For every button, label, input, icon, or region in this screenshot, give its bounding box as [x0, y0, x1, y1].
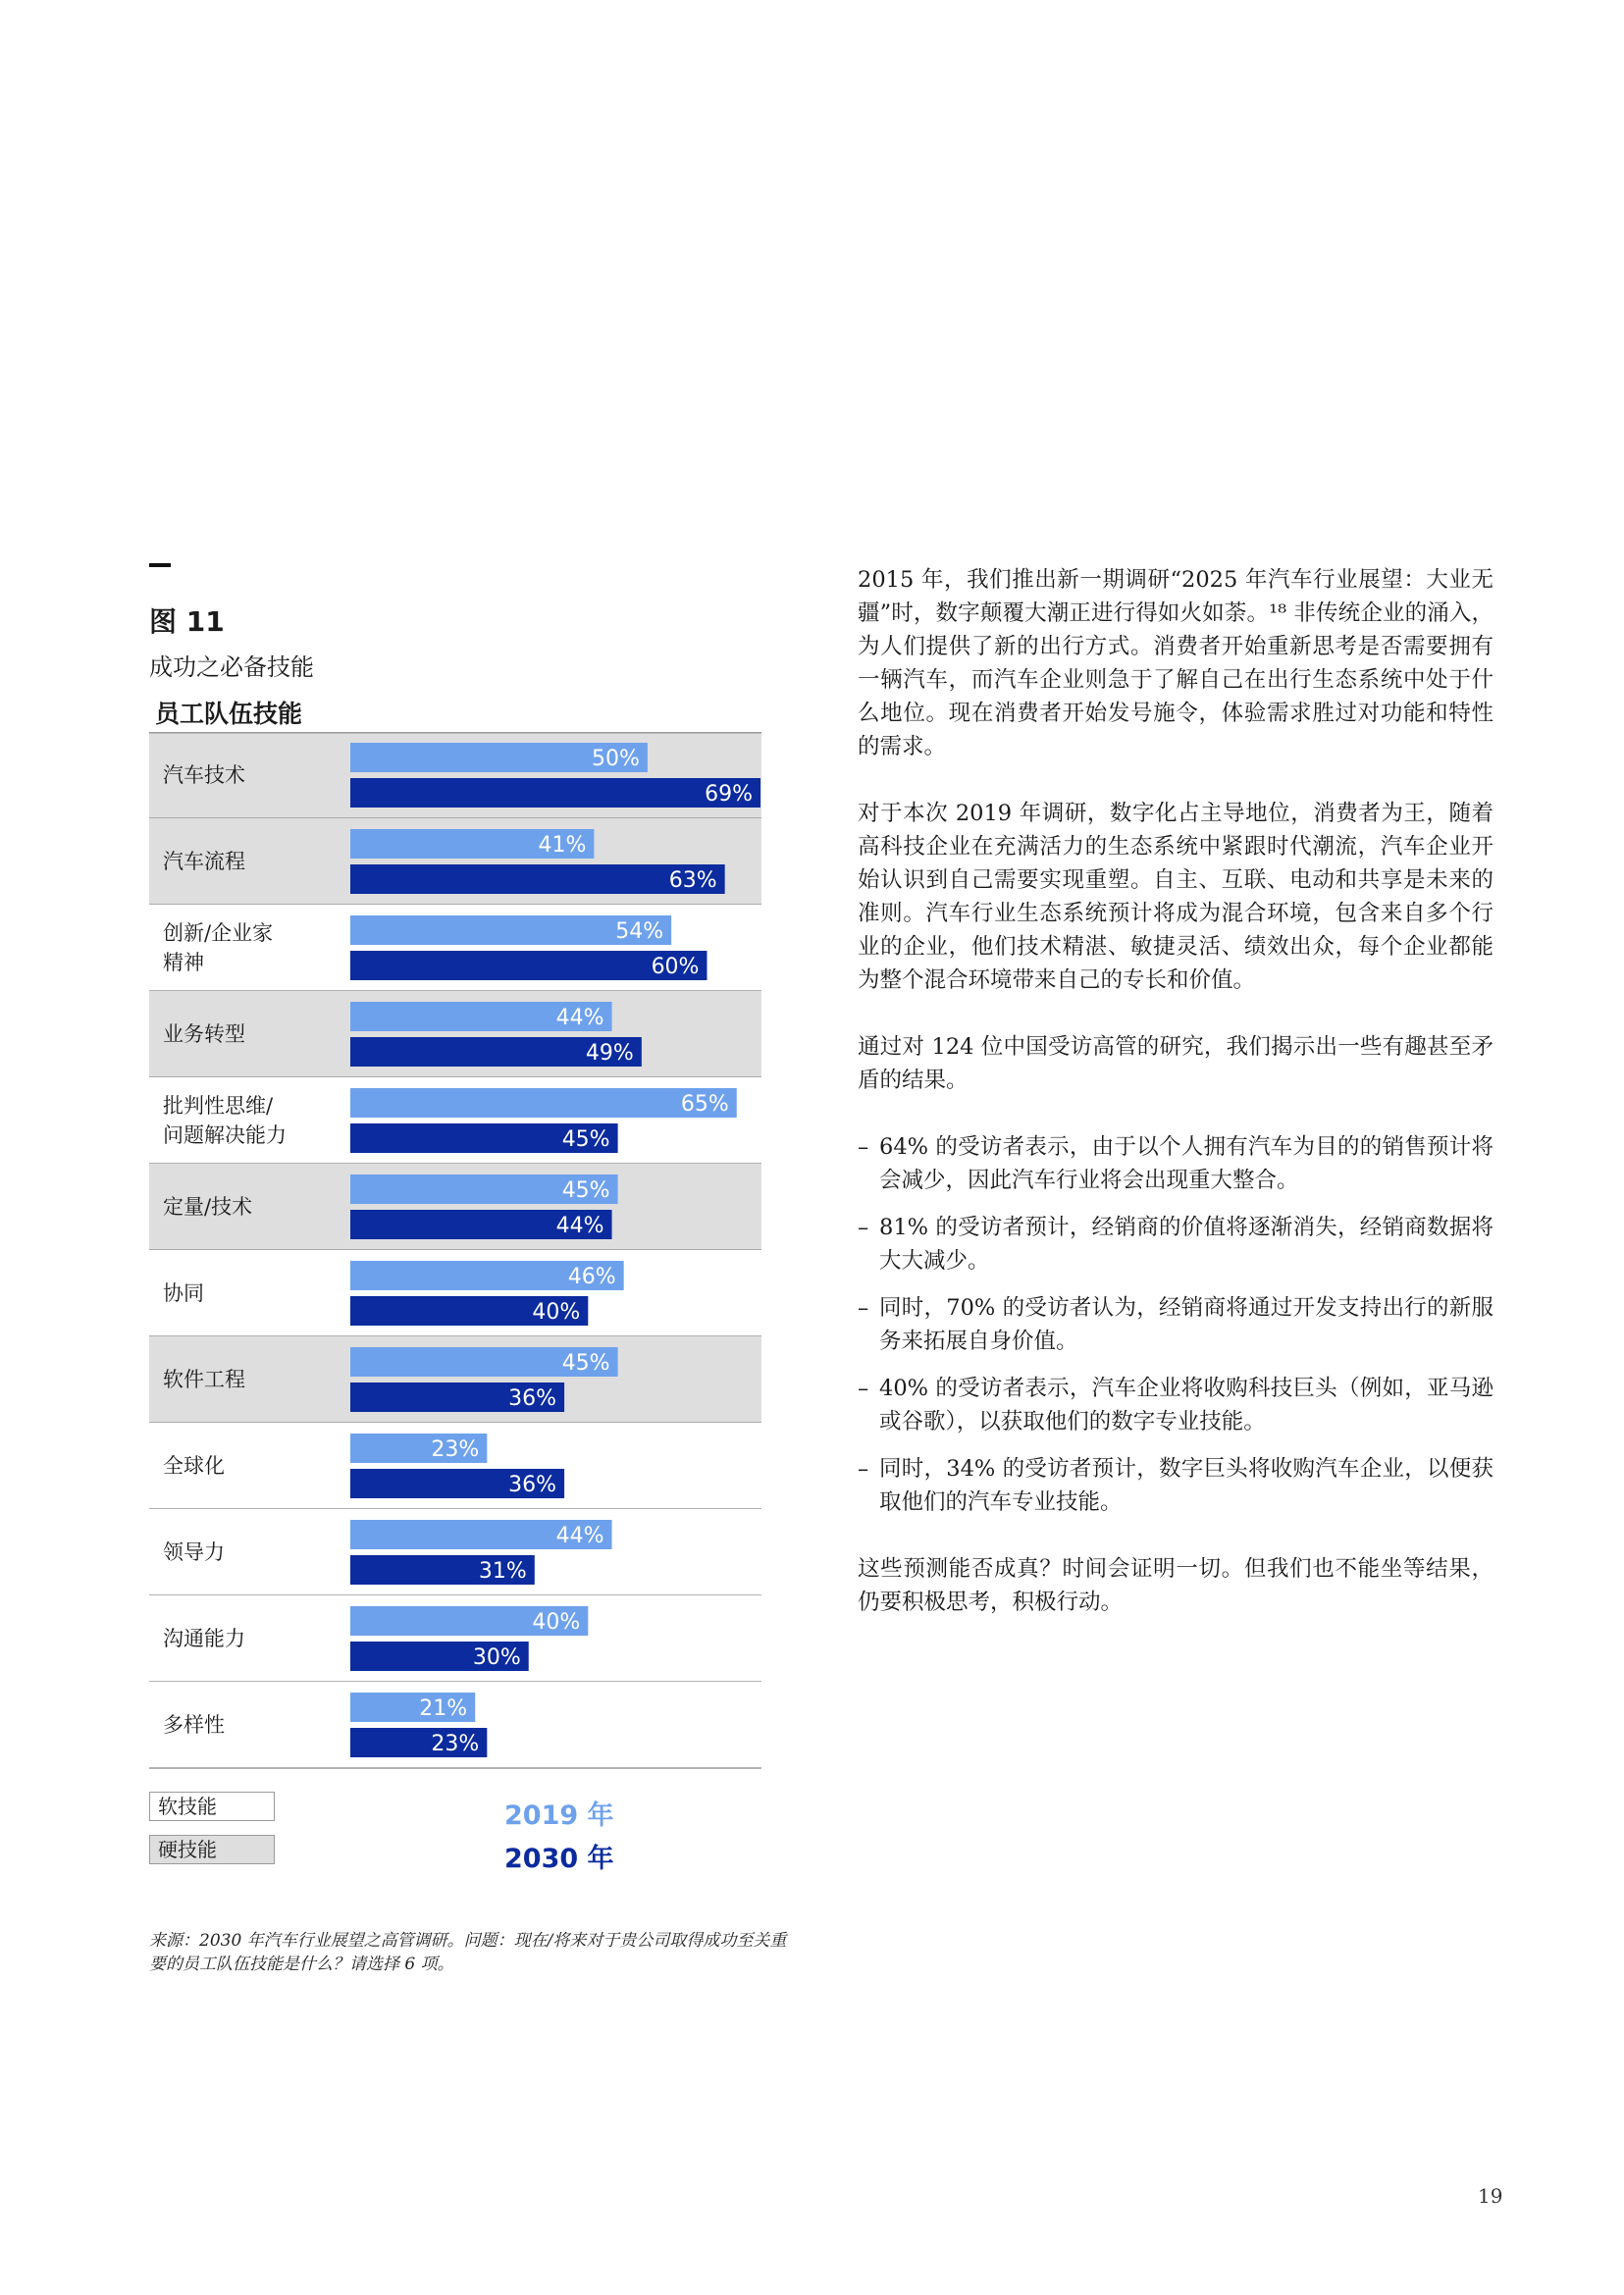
bullet-dash: –	[858, 1295, 869, 1321]
chart-row	[149, 905, 761, 991]
chart-row	[149, 1509, 761, 1595]
category-label-line: 汽车流程	[163, 850, 245, 873]
legend-soft-skills: 软技能	[149, 1792, 275, 1821]
chart-row	[149, 1336, 761, 1423]
bar-value-label: 23%	[431, 1437, 480, 1462]
category-label	[163, 1627, 245, 1650]
list-item	[858, 1372, 1493, 1438]
source-note: 来源：2030 年汽车行业展望之高管调研。问题：现在/将来对于贵公司取得成功至关重要的员工队伍技能是什么？请选择 6 项。	[149, 1931, 787, 1974]
bar-value-label: 41%	[538, 833, 587, 858]
bar-value-label: 44%	[555, 1524, 604, 1548]
bar-value-label: 44%	[555, 1214, 604, 1238]
legend-2030: 2030 年	[504, 1844, 614, 1874]
bar-2019	[350, 1088, 737, 1118]
category-label-line: 创新/企业家	[163, 921, 274, 945]
category-label	[163, 1281, 204, 1305]
category-label-line: 沟通能力	[163, 1627, 245, 1650]
figure-title: 成功之必备技能	[149, 653, 314, 681]
paragraph-1: 2015 年，我们推出新一期调研“2025 年汽车行业展望：大业无疆”时，数字颠覆大潮正进行得如火如荼。¹⁸ 非传统企业的涌入，为人们提供了新的出行方式。消费者开始重新思考是否需要拥有一辆汽车，而汽车企业则急于了解自己在出行生态系统中处于什么地位。现在消费者开始发号施令，体验需求胜过对功能和特性的需求。	[858, 567, 1493, 759]
chart-row	[149, 818, 761, 905]
bar-value-label: 40%	[532, 1300, 581, 1325]
chart-row	[149, 732, 761, 818]
findings-list	[858, 1130, 1493, 1519]
category-label-line: 全球化	[163, 1454, 225, 1478]
bar-value-label: 23%	[431, 1732, 480, 1756]
category-label	[163, 763, 245, 787]
list-item-text: 40% 的受访者表示，汽车企业将收购科技巨头（例如，亚马逊或谷歌），以获取他们的数字专业技能。	[879, 1376, 1493, 1434]
chart-row	[149, 991, 761, 1077]
category-label-line: 协同	[163, 1281, 204, 1305]
category-label	[163, 1022, 245, 1046]
bar-value-label: 50%	[591, 747, 640, 771]
body-text	[858, 563, 1493, 1652]
category-label-line: 定量/技术	[163, 1195, 253, 1219]
list-item-text: 同时，34% 的受访者预计，数字巨头将收购汽车企业，以便获取他们的汽车专业技能。	[879, 1456, 1493, 1515]
chart-row	[149, 1164, 761, 1250]
bar-value-label: 49%	[585, 1041, 634, 1066]
list-item-text: 64% 的受访者表示，由于以个人拥有汽车为目的的销售预计将会减少，因此汽车行业将会出现重大整合。	[879, 1134, 1493, 1193]
bar-value-label: 46%	[567, 1265, 616, 1289]
list-item-text: 同时，70% 的受访者认为，经销商将通过开发支持出行的新服务来拓展自身价值。	[879, 1295, 1493, 1354]
skills-bar-chart	[149, 732, 761, 1774]
bullet-dash: –	[858, 1134, 869, 1160]
bar-value-label: 44%	[555, 1006, 604, 1030]
chart-row	[149, 1595, 761, 1682]
paragraph-2: 对于本次 2019 年调研，数字化占主导地位，消费者为王，随着高科技企业在充满活力的生态系统中紧跟时代潮流，汽车企业开始认识到自己需要实现重塑。自主、互联、电动和共享是未来的准则。汽车行业生态系统预计将成为混合环境，包含来自多个行业的企业，他们技术精湛、敏捷灵活、绩效出众，每个企业都能为整个混合环境带来自己的专长和价值。	[858, 801, 1493, 993]
chart-svg	[149, 732, 761, 1770]
chart-title: 员工队伍技能	[155, 700, 303, 728]
bullet-dash: –	[858, 1456, 869, 1482]
bar-value-label: 36%	[508, 1386, 557, 1411]
bar-value-label: 65%	[680, 1092, 729, 1117]
category-label-line: 软件工程	[163, 1368, 245, 1391]
category-label	[163, 1540, 225, 1564]
bar-value-label: 30%	[472, 1645, 521, 1670]
list-item	[858, 1211, 1493, 1278]
category-label-line: 批判性思维/	[163, 1094, 274, 1118]
bar-value-label: 54%	[615, 919, 664, 944]
bar-2030	[350, 778, 760, 808]
bar-value-label: 69%	[705, 782, 753, 807]
category-label-line: 精神	[163, 951, 204, 974]
category-label	[163, 1195, 252, 1219]
category-label-line: 问题解决能力	[163, 1123, 287, 1147]
list-item-text: 81% 的受访者预计，经销商的价值将逐渐消失，经销商数据将大大减少。	[879, 1215, 1493, 1274]
category-label-line: 汽车技术	[163, 763, 245, 787]
category-label	[163, 1713, 225, 1737]
bar-value-label: 45%	[561, 1351, 610, 1376]
bar-value-label: 60%	[651, 955, 700, 979]
bar-value-label: 45%	[561, 1178, 610, 1203]
figure-label: 图 11	[149, 605, 225, 638]
category-label-line: 多样性	[163, 1713, 225, 1737]
list-item	[858, 1291, 1493, 1358]
legend-2019: 2019 年	[504, 1800, 614, 1831]
legend-hard-skills: 硬技能	[149, 1835, 275, 1864]
paragraph-3: 通过对 124 位中国受访高管的研究，我们揭示出一些有趣甚至矛盾的结果。	[858, 1034, 1493, 1093]
bar-value-label: 36%	[508, 1473, 557, 1497]
bullet-dash: –	[858, 1376, 869, 1401]
page-number: 19	[1478, 2184, 1503, 2208]
bullet-dash: –	[858, 1215, 869, 1240]
chart-row	[149, 1423, 761, 1509]
list-item	[858, 1452, 1493, 1519]
chart-row	[149, 1077, 761, 1164]
category-label-line: 业务转型	[163, 1022, 245, 1046]
category-label	[163, 1368, 245, 1391]
chart-row	[149, 1682, 761, 1768]
list-item	[858, 1130, 1493, 1197]
section-dash	[149, 563, 171, 567]
category-label-line: 领导力	[163, 1540, 225, 1564]
bar-value-label: 45%	[561, 1127, 610, 1152]
category-label	[163, 1454, 225, 1478]
category-label	[163, 850, 245, 873]
bar-value-label: 63%	[668, 868, 717, 893]
bar-value-label: 40%	[532, 1610, 581, 1635]
closing-paragraph: 这些预测能否成真？时间会证明一切。但我们也不能坐等结果，仍要积极思考，积极行动。	[858, 1556, 1493, 1615]
bar-value-label: 21%	[419, 1696, 468, 1721]
bar-value-label: 31%	[478, 1559, 527, 1584]
chart-row	[149, 1250, 761, 1336]
